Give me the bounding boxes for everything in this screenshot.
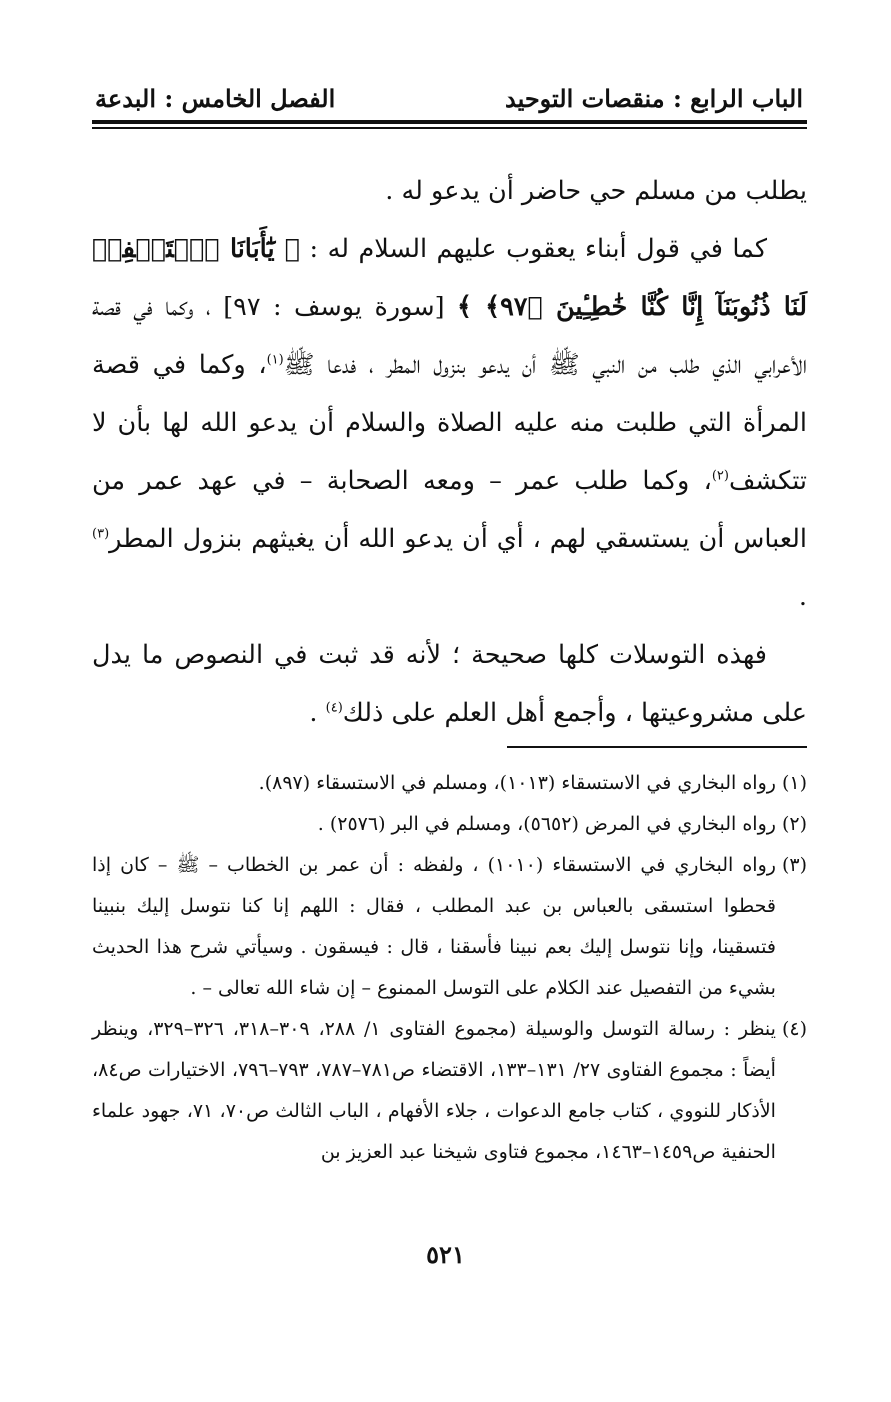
header-rule-thin [92,127,807,129]
footnote-ref-4: (٤) [325,700,343,716]
footnote-text: ينظر : رسالة التوسل والوسيلة (مجموع الفتاوى ١/ ٢٨٨، ٣٠٩–٣١٨، ٣٢٦–٣٢٩، وينظر أيضاً : مجموع الفتاوى ٢٧/ ١٣١–١٣٣، الاقتضاء ص٧٨١–٧٨٧، ٧٩٣–٧٩٦، الاختيارات ص٨٤، الأذكار للنووي ، كتاب جامع الدعوات ، جلاء الأفهام ، الباب الثالث ص٧٠، ٧١، جهود علماء الحنفية ص١٤٥٩–١٤٦٣، مجموع فتاوى شيخنا عبد العزيز بن [92,1018,776,1163]
quran-verse: ﴿ يَٰٓأَبَانَا ٱسۡتَغۡفِرۡ لَنَا ذُنُوبَنَآ إِنَّا كُنَّا خَٰطِـِٔينَ ﴿٩٧﴾ ﴾ [92,234,807,322]
paragraph-2-text-e: . [798,582,807,612]
footnote-number: (٣) [781,854,807,876]
running-header [95,78,803,118]
chapter-title: الباب الرابع : منقصات التوحيد [504,83,803,113]
paragraph-3-text-a: فهذه التوسلات كلها صحيحة ؛ لأنه قد ثبت في النصوص ما يدل على مشروعيتها ، وأجمع أهل العلم على ذلك [92,640,807,728]
footnote-text: رواه البخاري في الاستسقاء (١٠١٣)، ومسلم في الاستسقاء (٨٩٧). [258,772,776,794]
footnote-2 [92,804,807,845]
paragraph-2-text-b: [سورة يوسف : ٩٧] ، وكما في قصة الأعرابي الذي طلب من النبي ﷺ أن يدعو بنزول المطر ، فدعا ﷺ [92,292,807,380]
paragraph-2-text-a: كما في قول أبناء يعقوب عليهم السلام له : [300,234,767,264]
footnote-1 [92,763,807,804]
paragraph-1 [92,162,807,220]
footnote-separator [507,746,807,748]
paragraph-2-text-d: ، وكما طلب عمر – ومعه الصحابة – في عهد عمر من العباس أن يستسقي لهم ، أي أن يدعو الله أن يغيثهم بنزول المطر [92,466,807,554]
paragraph-3-text-b: . [309,698,326,728]
main-text [92,162,807,742]
footnote-number: (٢) [781,813,807,835]
paragraph-2 [92,220,807,626]
paragraph-2-text-c: ، وكما في قصة المرأة التي طلبت منه عليه الصلاة والسلام أن يدعو الله لها بأن لا تتكشف [92,350,807,496]
footnote-number: (١) [781,772,807,794]
page-number: ٥٢١ [426,1240,465,1269]
footnote-ref-2: (٢) [711,468,729,484]
footnote-number: (٤) [781,1018,807,1040]
section-title: الفصل الخامس : البدعة [95,83,336,113]
paragraph-1-text: يطلب من مسلم حي حاضر أن يدعو له . [385,176,807,206]
footnote-text: رواه البخاري في المرض (٥٦٥٢)، ومسلم في البر (٢٥٧٦) . [317,813,776,835]
footnote-3 [92,845,807,1009]
footnote-ref-3: (٣) [92,526,110,542]
header-rule [92,120,807,124]
footnotes [92,763,807,1173]
footnote-ref-1: (١) [266,352,284,368]
footnote-4 [92,1009,807,1173]
footnote-text: رواه البخاري في الاستسقاء (١٠١٠) ، ولفظه : أن عمر بن الخطاب – ﷺ – كان إذا قحطوا استسقى بالعباس بن عبد المطلب ، فقال : اللهم إنا كنا نتوسل إليك بنبينا فتسقينا، وإنا نتوسل إليك بعم نبينا فأسقنا ، قال : فيسقون . وسيأتي شرح هذا الحديث بشيء من التفصيل عند الكلام على التوسل الممنوع – إن شاء الله تعالى – . [92,854,776,999]
paragraph-3 [92,626,807,742]
